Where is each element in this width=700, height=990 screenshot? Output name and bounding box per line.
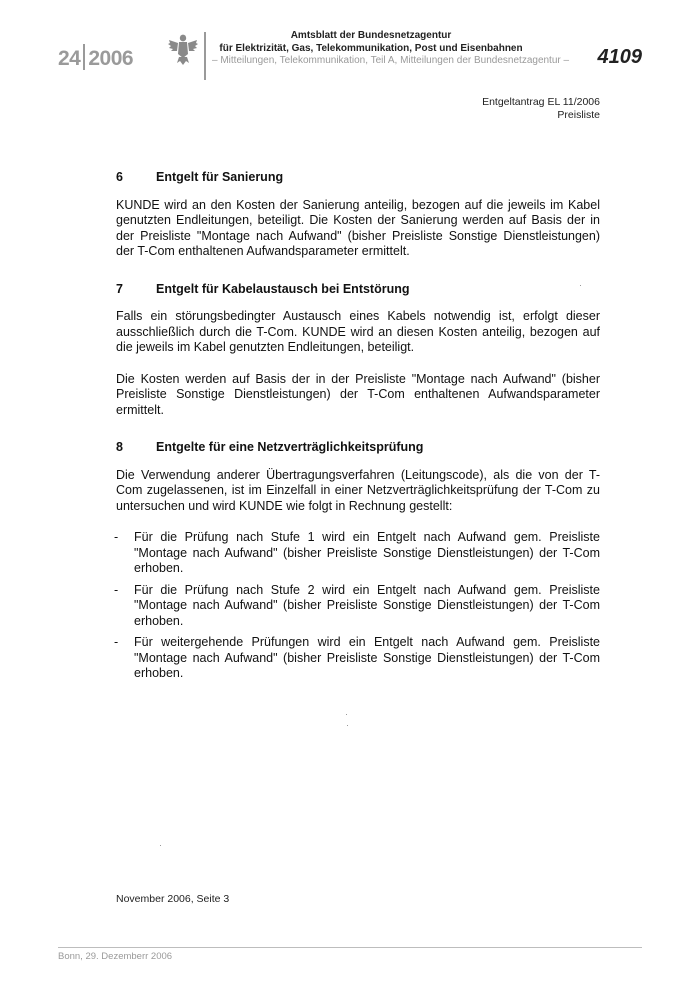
section-7 [116, 282, 600, 419]
section-heading [116, 440, 600, 456]
meta-application-id: Entgeltantrag EL 11/2006 [482, 96, 600, 108]
section-paragraph: Die Kosten werden auf Basis der in der Preisliste "Montage nach Aufwand" (bisher Preisliste Sonstige Dienstleistungen) der T-Com enthaltenen Aufwandsparameter ermittelt. [116, 371, 600, 417]
issue-number: 24 [58, 47, 81, 70]
gazette-title-line2: für Elektrizität, Gas, Telekommunikation, Post und Eisenbahnen [219, 43, 523, 54]
section-paragraph: Die Verwendung anderer Übertragungsverfahren (Leitungscode), als die von der T-Com zugelassenen, ist im Einzelfall in einer Netzverträglichkeitsprüfung der T-Com zu untersuchen und wird KUNDE wie folgt in Rechnung gestellt: [116, 467, 600, 513]
document-meta [482, 96, 600, 122]
page-number: 4109 [597, 46, 642, 68]
section-number: 8 [116, 440, 123, 454]
document-page-info: November 2006, Seite 3 [116, 893, 230, 905]
section-number: 7 [116, 281, 123, 296]
section-number: 6 [116, 170, 123, 184]
section-6 [116, 170, 600, 260]
section-title: Entgelt für Kabelaustausch bei Entstörung [156, 281, 410, 296]
list-item [116, 530, 600, 577]
section-paragraph: Falls ein störungsbedingter Austausch eines Kabels notwendig ist, erfolgt dieser ausschließlich durch die T-Com. KUNDE wird an diesen Kosten anteilig, bezogen auf die jeweils im Kabel genutzten Endleitungen, beteiligt. [116, 309, 600, 354]
federal-eagle-icon [168, 32, 198, 66]
fee-list [116, 530, 600, 682]
scan-speck [347, 725, 348, 726]
bullet-marker: - [114, 530, 119, 544]
section-title: Entgelte für eine Netzverträglichkeitsprüfung [156, 440, 424, 454]
section-paragraph: KUNDE wird an den Kosten der Sanierung anteilig, bezogen auf die jeweils im Kabel genutzten Endleitungen, beteiligt. Die Kosten der Sanierung werden auf Basis der in der Preisliste "Montage nach Aufwand" (bisher Preisliste Sonstige Dienstleistungen) der T-Com enthaltenen Aufwandsparameter ermittelt. [116, 197, 600, 258]
gazette-title-line1: Amtsblatt der Bundesnetzagentur [290, 30, 452, 41]
issue-label [58, 44, 133, 71]
gazette-subtitle: – Mitteilungen, Telekommunikation, Teil A, Mitteilungen der Bundesnetzagentur – [212, 55, 570, 66]
meta-document-type: Preisliste [557, 109, 600, 121]
header-divider [204, 32, 206, 80]
section-8 [116, 440, 600, 682]
document-body [116, 170, 600, 704]
scan-speck [160, 845, 161, 846]
section-title: Entgelt für Sanierung [156, 170, 284, 184]
footer-date: Bonn, 29. Dezemberr 2006 [58, 951, 173, 962]
footer-rule [58, 947, 642, 948]
list-item [116, 635, 600, 682]
list-item [116, 583, 600, 630]
list-item-text: Für die Prüfung nach Stufe 2 wird ein Entgelt nach Aufwand gem. Preisliste "Montage nach Aufwand" (bisher Preisliste Sonstige Dienstleistungen) der T-Com erhoben. [134, 582, 600, 628]
list-item-text: Für weitergehende Prüfungen wird ein Entgelt nach Aufwand gem. Preisliste "Montage nach Aufwand" (bisher Preisliste Sonstige Dienstleistungen) der T-Com erhoben. [134, 635, 600, 680]
scan-speck [580, 285, 581, 286]
section-heading [116, 282, 600, 298]
scan-speck [346, 714, 347, 715]
section-heading [116, 170, 600, 186]
gazette-title [216, 29, 526, 55]
issue-year: 2006 [88, 47, 134, 70]
bullet-marker: - [114, 582, 119, 597]
list-item-text: Für die Prüfung nach Stufe 1 wird ein Entgelt nach Aufwand gem. Preisliste "Montage nach Aufwand" (bisher Preisliste Sonstige Dienstleistungen) der T-Com erhoben. [134, 530, 600, 575]
issue-separator [83, 44, 85, 70]
bullet-marker: - [114, 635, 119, 649]
